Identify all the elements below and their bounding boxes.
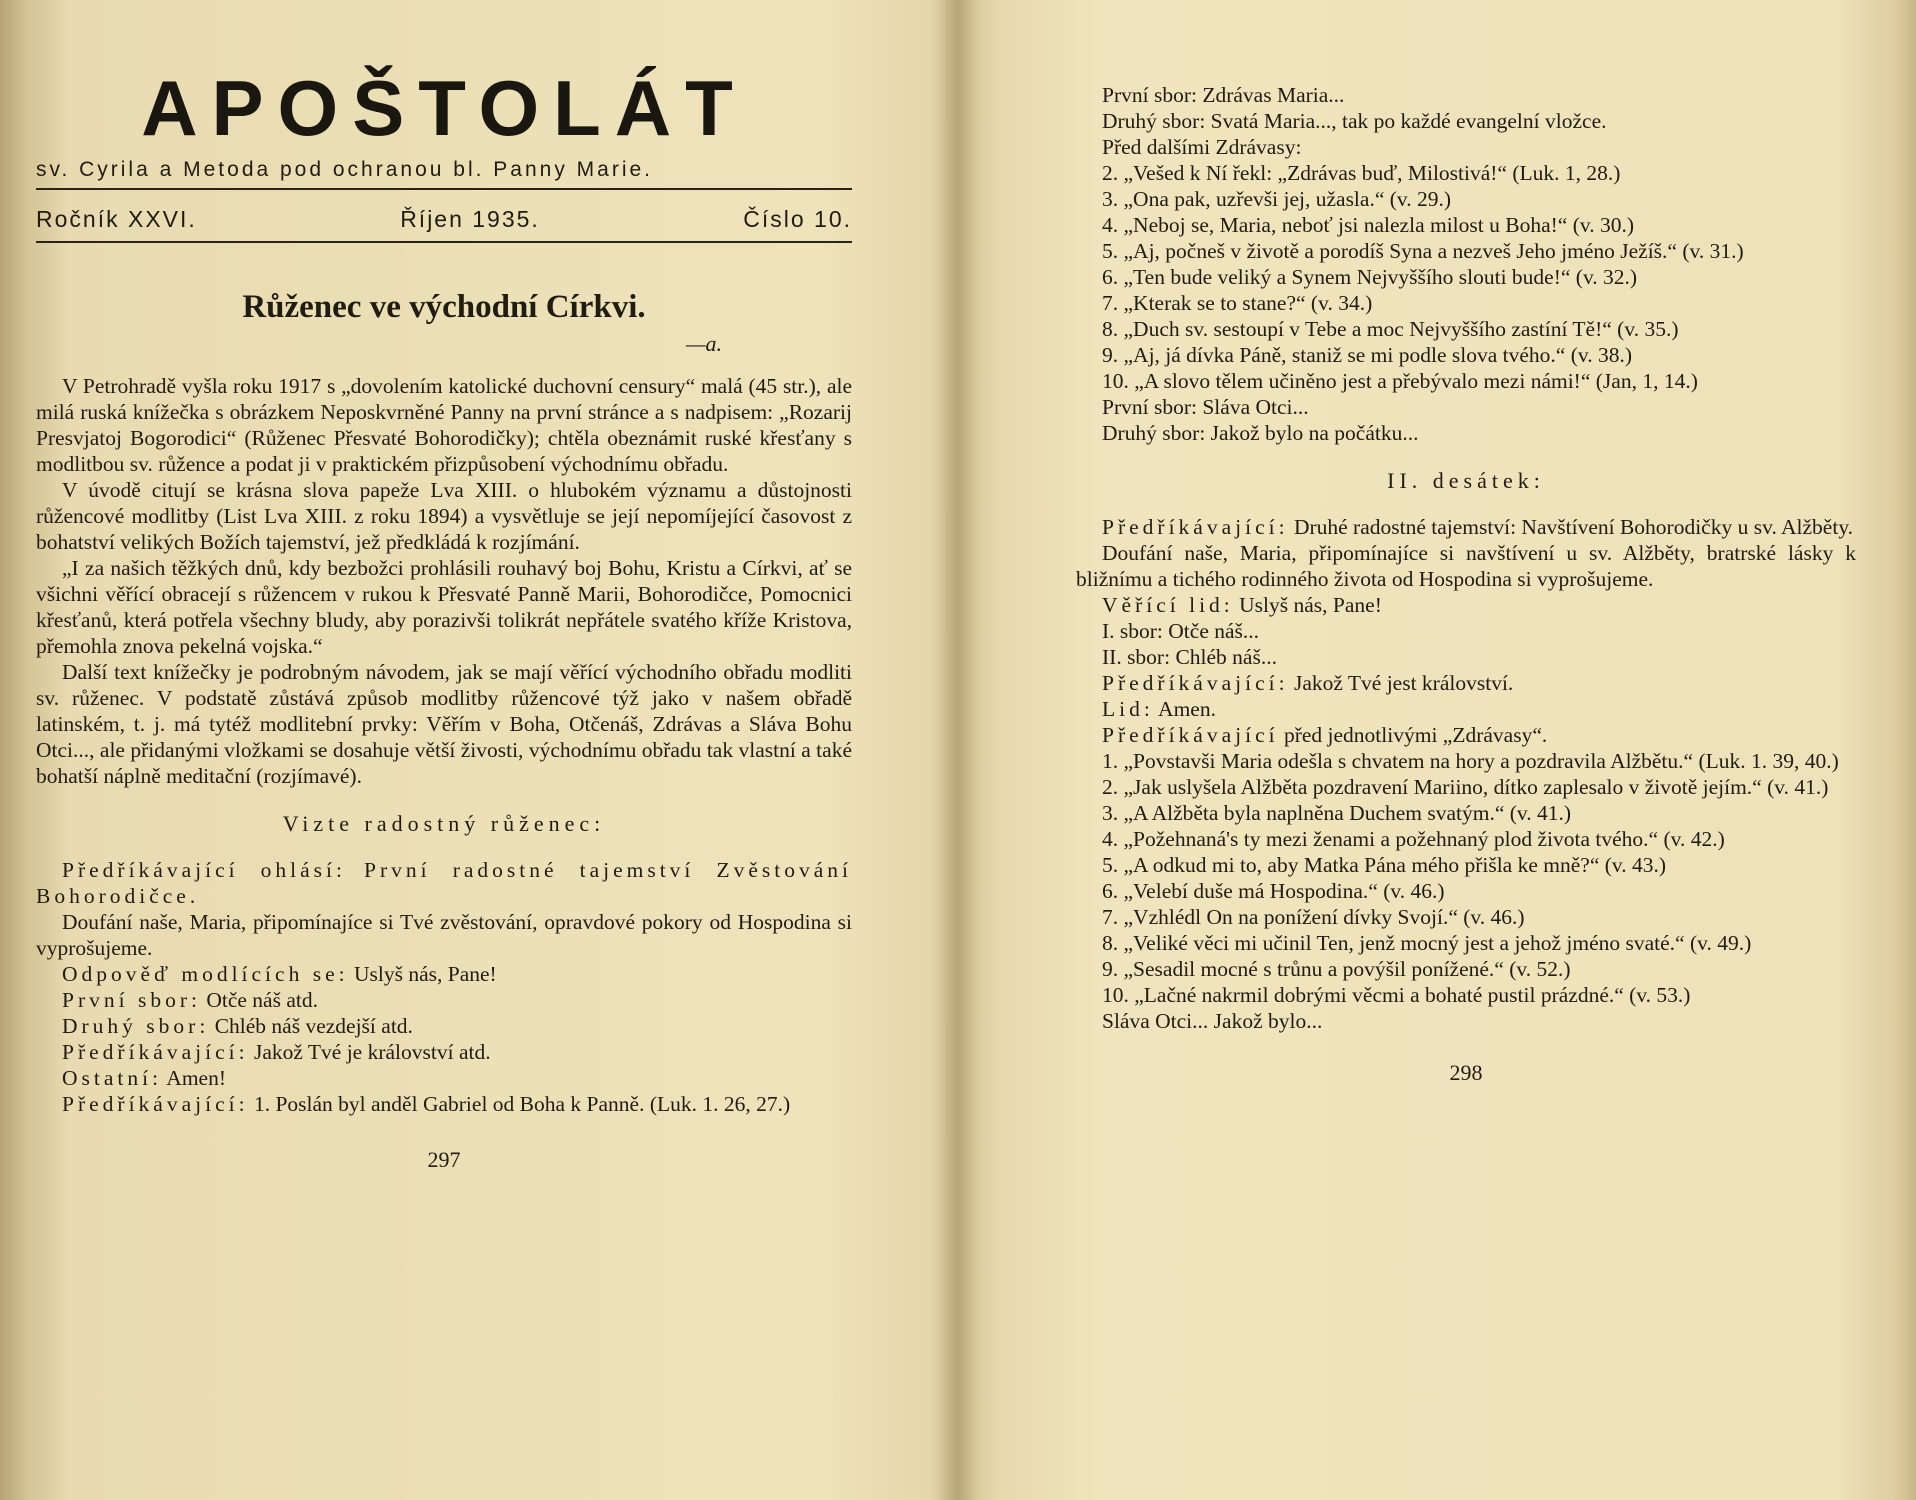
verse-line: 10. „Lačné nakrmil dobrými věcmi a bohaté pustil prázdné.“ (v. 53.) xyxy=(1102,983,1691,1007)
verse-line: 9. „Aj, já dívka Páně, staniž se mi podle slova tvého.“ (v. 38.) xyxy=(1102,343,1633,367)
announcement xyxy=(1076,514,1856,540)
paragraph: V úvodě citují se krásna slova papeže Lva XIII. o hlubokém významu a důstojnosti růžencové modlitby (List Lva XIII. z roku 1894) a vysvětluje se její nepomíjející časovost z bohatství velikých Božích tajemství, jež předkládá k rozjímání. xyxy=(36,478,852,554)
text-line: Druhý sbor: Jakož bylo na počátku... xyxy=(1102,421,1419,445)
verse-line: 6. „Velebí duše má Hospodina.“ (v. 46.) xyxy=(1102,879,1445,903)
speaker-label: Ostatní: xyxy=(62,1066,163,1090)
speaker-label: Předříkávající: xyxy=(62,1040,249,1064)
verse-line: 1. „Povstavši Maria odešla s chvatem na hory a pozdravila Alžbětu.“ (Luk. 1. 39, 40.) xyxy=(1102,749,1839,773)
issue-meta-row xyxy=(36,190,852,243)
hope-paragraph: Doufání naše, Maria, připomínajíce si Tvé zvěstování, opravdové pokory od Hospodina si vyprošujeme. xyxy=(36,910,852,960)
response-text: Uslyš nás, Pane! xyxy=(353,962,497,986)
response-line xyxy=(36,1013,852,1039)
book-gutter xyxy=(936,0,980,1500)
verse-line: 5. „A odkud mi to, aby Matka Pána mého přišla ke mně?“ (v. 43.) xyxy=(1102,853,1667,877)
response-text: Otče náš atd. xyxy=(206,988,318,1012)
text-line: Sláva Otci... Jakož bylo... xyxy=(1102,1009,1323,1033)
text-line: Druhý sbor: Svatá Maria..., tak po každé evangelní vložce. xyxy=(1102,109,1607,133)
final-paragraph xyxy=(36,1091,852,1117)
announcement-text: Druhé radostné tajemství: Navštívení Bohorodičky u sv. Alžběty. xyxy=(1293,515,1854,539)
intro-text xyxy=(36,373,852,789)
response-text: Uslyš nás, Pane! xyxy=(1239,593,1382,617)
verse-line: 6. „Ten bude veliký a Synem Nejvyššího slouti bude!“ (v. 32.) xyxy=(1102,265,1638,289)
response-line xyxy=(36,1039,852,1065)
right-page-column xyxy=(1076,82,1856,1086)
verse-line: 3. „A Alžběta byla naplněna Duchem svatým.“ (v. 41.) xyxy=(1102,801,1572,825)
verse-line: 8. „Duch sv. sestoupí v Tebe a moc Nejvyššího zastíní Tě!“ (v. 35.) xyxy=(1102,317,1679,341)
final-paragraph-text: 1. Poslán byl anděl Gabriel od Boha k Panně. (Luk. 1. 26, 27.) xyxy=(253,1092,791,1116)
page-number: 298 xyxy=(1449,1060,1483,1085)
paragraph: V Petrohradě vyšla roku 1917 s „dovolením katolické duchovní censury“ malá (45 str.), ale milá ruská knížečka s obrázkem Neposkvrněné Panny na první stránce a s nadpisem: „Rozarij Presvjatoj Bogorodici“ (Růženec Přesvaté Bohorodičky); chtěla obeznámit ruské křesťany s modlitbou sv. růžence a podat ji v praktickém přizpůsobení východnímu obřadu. xyxy=(36,374,852,476)
speaker-label: Předříkávající: xyxy=(1102,515,1289,539)
text-line: První sbor: Zdrávas Maria... xyxy=(1102,83,1345,107)
response-text: Jakož Tvé jest království. xyxy=(1293,671,1514,695)
verse-list xyxy=(1076,748,1856,1008)
response-text: I. sbor: Otče náš... xyxy=(1102,619,1260,643)
issue-number: Číslo 10. xyxy=(743,206,852,232)
verse-line: 5. „Aj, počneš v životě a porodíš Syna a nezveš Jeho jméno Ježíš.“ (v. 31.) xyxy=(1102,239,1744,263)
magazine-subtitle: sv. Cyrila a Metoda pod ochranou bl. Panny Marie. xyxy=(36,158,852,190)
speaker-label: Odpověď modlících se: xyxy=(62,962,349,986)
response-line xyxy=(1076,722,1856,748)
responses-list xyxy=(36,961,852,1091)
speaker-label: Předříkávající xyxy=(1102,723,1279,747)
response-line xyxy=(36,1065,852,1091)
right-page xyxy=(958,0,1916,1500)
verse-line: 4. „Neboj se, Maria, neboť jsi nalezla milost u Boha!“ (v. 30.) xyxy=(1102,213,1635,237)
response-line xyxy=(1076,696,1856,722)
speaker-label: Předříkávající: xyxy=(1102,671,1289,695)
text-line: Před dalšími Zdrávasy: xyxy=(1102,135,1302,159)
verse-line: 8. „Veliké věci mi učinil Ten, jenž mocný jest a jehož jméno svaté.“ (v. 49.) xyxy=(1102,931,1752,955)
response-line xyxy=(1076,644,1856,670)
article-author: —a. xyxy=(685,331,722,356)
response-line xyxy=(1076,670,1856,696)
response-text: Amen. xyxy=(1158,697,1216,721)
paragraph: Další text knížečky je podrobným návodem, jak se mají věřící východního obřadu modliti sv. růženec. V podstatě zůstává způsob modlitby růžencové týž jako v našem obřadě latinském, t. j. má tytéž modlitební prvky: Věřím v Boha, Otčenáš, Zdrávas a Sláva Bohu Otci..., ale přidanými vložkami se dosahuje větší živosti, východnímu obřadu tak vlastní a také bohatší náplně meditační (rozjímavé). xyxy=(36,660,852,788)
response-text: Chléb náš vezdejší atd. xyxy=(214,1014,413,1038)
response-text: Jakož Tvé je království atd. xyxy=(253,1040,491,1064)
text-line: První sbor: Sláva Otci... xyxy=(1102,395,1309,419)
response-text: před jednotlivými „Zdrávasy“. xyxy=(1283,723,1548,747)
verse-line: 3. „Ona pak, uzřevši jej, užasla.“ (v. 29.) xyxy=(1102,187,1452,211)
response-line xyxy=(36,961,852,987)
verse-line: 7. „Vzhlédl On na ponížení dívky Svojí.“ (v. 46.) xyxy=(1102,905,1525,929)
verse-list xyxy=(1076,160,1856,394)
verse-line: 7. „Kterak se to stane?“ (v. 34.) xyxy=(1102,291,1373,315)
paragraph: „I za našich těžkých dnů, kdy bezbožci prohlásili rouhavý boj Bohu, Kristu a Církvi, ať se všichni věřící obracejí s růžencem v rukou k Přesvaté Panně Marii, Bohorodičce, Pomocnici křesťanů, která potřela všechny bludy, aby porazivši tolikrát nepřátele svatého kříže Kristova, přemohla znova pekelná vojska.“ xyxy=(36,556,852,658)
response-line xyxy=(1076,592,1856,618)
speaker-label: Druhý sbor: xyxy=(62,1014,210,1038)
verse-line: 9. „Sesadil mocné s trůnu a povýšil ponížené.“ (v. 52.) xyxy=(1102,957,1571,981)
left-page-column xyxy=(36,62,852,1173)
verse-line: 4. „Požehnaná's ty mezi ženami a požehnaný plod života tvého.“ (v. 42.) xyxy=(1102,827,1725,851)
announcement xyxy=(36,857,852,909)
verse-line: 2. „Vešed k Ní řekl: „Zdrávas buď, Milostivá!“ (Luk. 1, 28.) xyxy=(1102,161,1621,185)
hope-paragraph: Doufání naše, Maria, připomínajíce si navštívení u sv. Alžběty, bratrské lásky k bližnímu a tichého rodinného života od Hospodina si vyprošujeme. xyxy=(1076,541,1856,591)
section-heading: II. desátek: xyxy=(1387,468,1545,493)
speaker-label: První sbor: xyxy=(62,988,201,1012)
announcement-text: První radostné tajemství Zvěstování Bohorodičce. xyxy=(36,858,853,908)
issue-date: Říjen 1935. xyxy=(400,206,540,232)
verse-line: 10. „A slovo tělem učiněno jest a přebývalo mezi námi!“ (Jan, 1, 14.) xyxy=(1102,369,1698,393)
speaker-label: Předříkávající ohlásí: xyxy=(62,858,346,882)
response-text: Amen! xyxy=(166,1066,226,1090)
response-text: II. sbor: Chléb náš... xyxy=(1102,645,1277,669)
speaker-label: Předříkávající: xyxy=(62,1092,249,1116)
page-number: 297 xyxy=(427,1147,461,1172)
responses-list xyxy=(1076,592,1856,748)
response-line xyxy=(36,987,852,1013)
speaker-label: Lid: xyxy=(1102,697,1154,721)
magazine-title: APOŠTOLÁT xyxy=(141,64,747,152)
section-heading: Vizte radostný růženec: xyxy=(282,811,606,836)
article-title: Růženec ve východní Církvi. xyxy=(242,289,646,325)
volume-label: Ročník XXVI. xyxy=(36,206,197,232)
response-line xyxy=(1076,618,1856,644)
speaker-label: Věřící lid: xyxy=(1102,593,1234,617)
verse-line: 2. „Jak uslyšela Alžběta pozdravení Mariino, dítko zaplesalo v životě jejím.“ (v. 41.) xyxy=(1102,775,1829,799)
